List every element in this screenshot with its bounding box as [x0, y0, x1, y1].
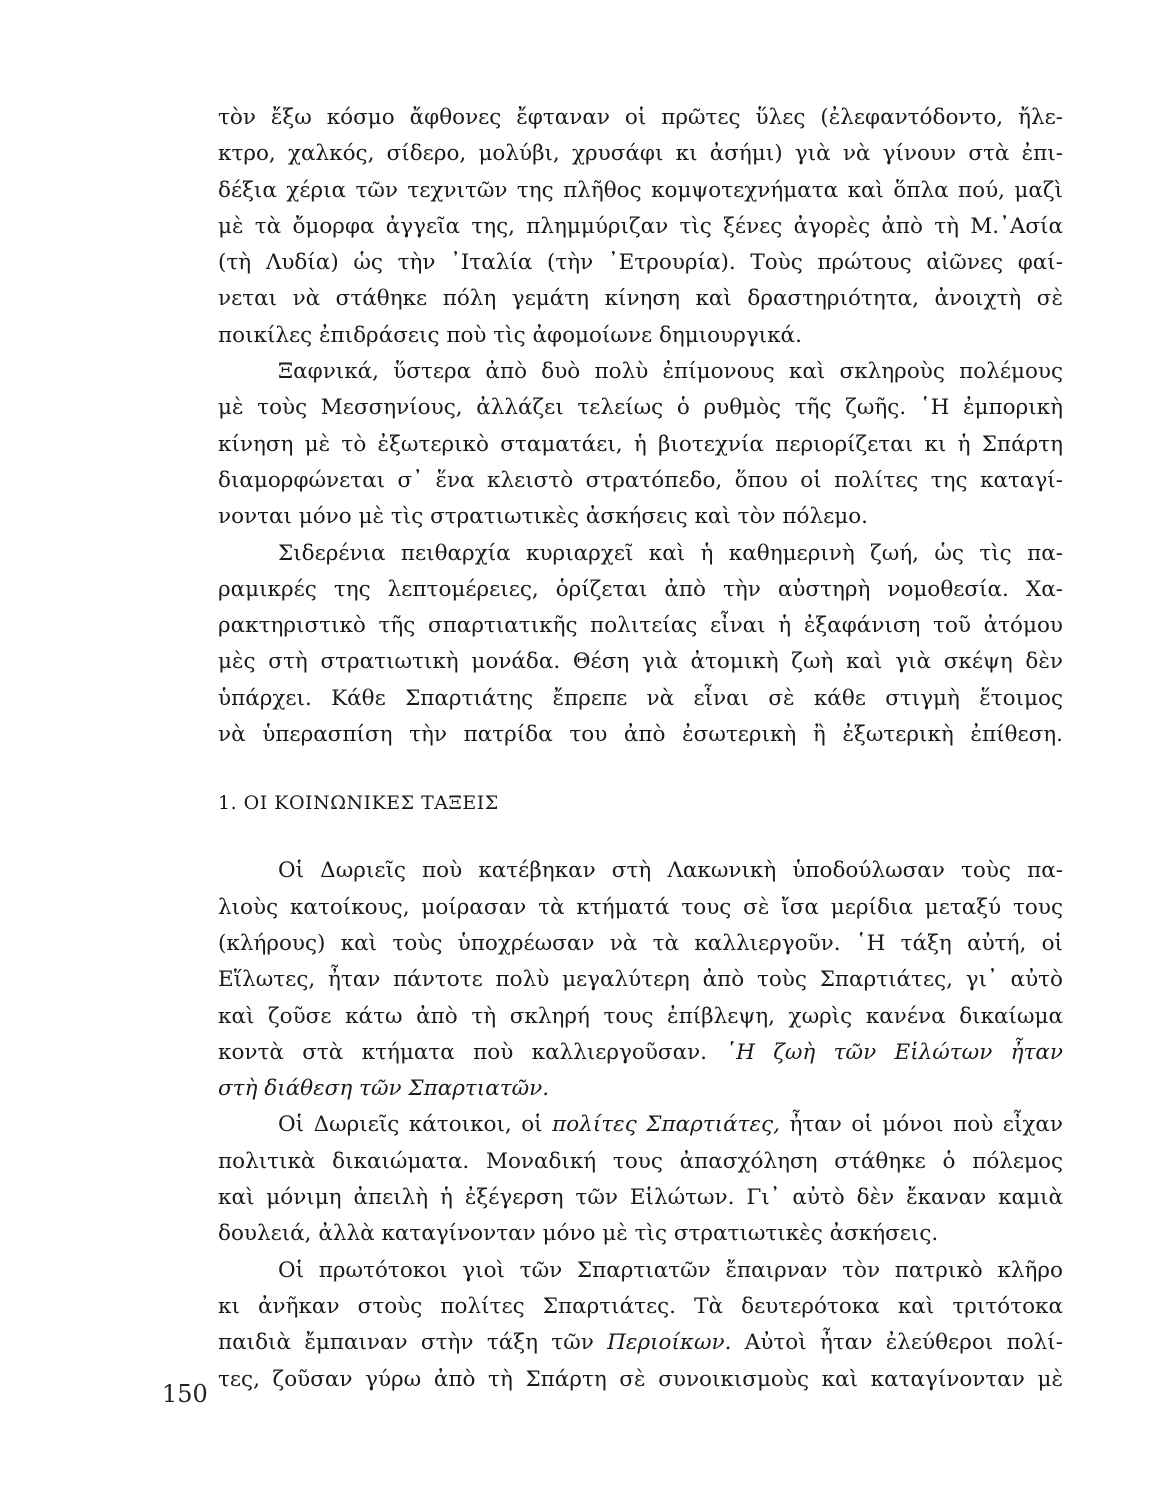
paragraph-1: [218, 100, 1063, 354]
italic-run: ῾Η ζωὴ τῶν Εἱλώτων ἦταν: [725, 1039, 1063, 1065]
text-line: καὶ μόνιμη ἀπειλὴ ἡ ἐξέγερση τῶν Εἱλώτων. Γι᾿ αὐτὸ δὲν ἔκαναν καμιὰ: [218, 1185, 1063, 1211]
text-line: κίνηση μὲ τὸ ἐξωτερικὸ σταματάει, ἡ βιοτεχνία περιορίζεται κι ἡ Σπάρτη: [218, 431, 1063, 457]
text-line: κι ἀνῆκαν στοὺς πολίτες Σπαρτιάτες. Τὰ δευτερότοκα καὶ τριτότοκα: [218, 1293, 1063, 1319]
paragraph-4: [218, 853, 1063, 1107]
text-line: [218, 1325, 1063, 1361]
text-line: [218, 1071, 1063, 1107]
paragraph-6: [218, 1253, 1063, 1398]
text-run: ἦταν οἱ μόνοι ποὺ εἶχαν: [789, 1112, 1063, 1138]
text-line: (κλήρους) καὶ τοὺς ὑποχρέωσαν νὰ τὰ καλλιεργοῦν. ῾Η τάξη αὐτή, οἱ: [218, 930, 1063, 956]
text-line: νονται μόνο μὲ τὶς στρατιωτικὲς ἀσκήσεις καὶ τὸν πόλεμο.: [218, 504, 869, 530]
text-line: ρακτηριστικὸ τῆς σπαρτιατικῆς πολιτείας εἶναι ἡ ἐξαφάνιση τοῦ ἀτόμου: [218, 613, 1063, 639]
text-line: νεται νὰ στάθηκε πόλη γεμάτη κίνηση καὶ δραστηριότητα, ἀνοιχτὴ σὲ: [218, 286, 1063, 312]
text-line: (τὴ Λυδία) ὡς τὴν ᾿Ιταλία (τὴν ᾿Ετρουρία). Τοὺς πρώτους αἰῶνες φαί-: [218, 250, 1063, 276]
text-line: ποικίλες ἐπιδράσεις ποὺ τὶς ἀφομοίωνε δημιουργικά.: [218, 322, 802, 348]
italic-run: στὴ διάθεση τῶν Σπαρτιατῶν.: [218, 1076, 550, 1102]
text-run: Οἱ Δωριεῖς κάτοικοι, οἱ: [278, 1112, 543, 1138]
text-run: Αὐτοὶ ἦταν ἐλεύθεροι πολί-: [744, 1330, 1063, 1356]
text-line: λιοὺς κατοίκους, μοίρασαν τὰ κτήματά τους σὲ ἴσα μερίδια μεταξύ τους: [218, 894, 1063, 920]
text-line: δέξια χέρια τῶν τεχνιτῶν της πλῆθος κομψοτεχνήματα καὶ ὅπλα πού, μαζὶ: [218, 177, 1063, 203]
paragraph-5: [218, 1107, 1063, 1252]
text-line: Εἵλωτες, ἦταν πάντοτε πολὺ μεγαλύτερη ἀπὸ τοὺς Σπαρτιάτες, γι᾿ αὐτὸ: [218, 967, 1063, 993]
paragraph-3: [218, 536, 1063, 754]
text-run: κοντὰ στὰ κτήματα ποὺ καλλιεργοῦσαν.: [218, 1039, 708, 1065]
text-line: μὲ τὰ ὄμορφα ἀγγεῖα της, πλημμύριζαν τὶς ξένες ἀγορὲς ἀπὸ τὴ Μ.᾿Ασία: [218, 213, 1063, 239]
italic-run: πολίτες Σπαρτιάτες,: [552, 1112, 780, 1138]
text-line: τὸν ἔξω κόσμο ἄφθονες ἔφταναν οἱ πρῶτες ὕλες (ἐλεφαντόδοντο, ἤλε-: [218, 105, 1063, 130]
text-line: Σιδερένια πειθαρχία κυριαρχεῖ καὶ ἡ καθημερινὴ ζωή, ὡς τὶς πα-: [278, 540, 1063, 566]
text-line: [218, 1035, 1063, 1071]
text-line: νὰ ὑπερασπίση τὴν πατρίδα του ἀπὸ ἐσωτερικὴ ἢ ἐξωτερικὴ ἐπίθεση.: [218, 722, 1063, 748]
text-line: ραμικρές της λεπτομέρειες, ὁρίζεται ἀπὸ τὴν αὐστηρὴ νομοθεσία. Χα-: [218, 576, 1063, 602]
text-line: μὲς στὴ στρατιωτικὴ μονάδα. Θέση γιὰ ἀτομικὴ ζωὴ καὶ γιὰ σκέψη δὲν: [218, 649, 1063, 675]
text-line: τες, ζοῦσαν γύρω ἀπὸ τὴ Σπάρτη σὲ συνοικισμοὺς καὶ καταγίνονταν μὲ: [218, 1366, 1063, 1392]
italic-run: Περιοίκων.: [607, 1330, 732, 1356]
text-line: καὶ ζοῦσε κάτω ἀπὸ τὴ σκληρή τους ἐπίβλεψη, χωρὶς κανένα δικαίωμα: [218, 1003, 1063, 1029]
text-line: Οἱ Δωριεῖς ποὺ κατέβηκαν στὴ Λακωνικὴ ὑποδούλωσαν τοὺς πα-: [278, 858, 1063, 884]
body-text: [218, 100, 1063, 1398]
text-line: πολιτικὰ δικαιώματα. Μοναδική τους ἀπασχόληση στάθηκε ὁ πόλεμος: [218, 1148, 1063, 1174]
text-line: [218, 1107, 1063, 1143]
page-number: 150: [162, 1380, 208, 1408]
section-heading: 1. ΟΙ ΚΟΙΝΩΝΙΚΕΣ ΤΑΞΕΙΣ: [218, 792, 499, 815]
text-line: Οἱ πρωτότοκοι γιοὶ τῶν Σπαρτιατῶν ἔπαιρναν τὸν πατρικὸ κλῆρο: [278, 1257, 1063, 1283]
text-line: κτρο, χαλκός, σίδερο, μολύβι, χρυσάφι κι ἀσήμι) γιὰ νὰ γίνουν στὰ ἐπι-: [218, 141, 1063, 167]
text-line: μὲ τοὺς Μεσσηνίους, ἀλλάζει τελείως ὁ ρυθμὸς τῆς ζωῆς. ῾Η ἐμπορικὴ: [218, 395, 1063, 421]
text-line: Ξαφνικά, ὕστερα ἀπὸ δυὸ πολὺ ἐπίμονους καὶ σκληροὺς πολέμους: [278, 359, 1063, 385]
text-line: δουλειά, ἀλλὰ καταγίνονταν μόνο μὲ τὶς στρατιωτικὲς ἀσκήσεις.: [218, 1221, 939, 1247]
text-line: ὑπάρχει. Κάθε Σπαρτιάτης ἔπρεπε νὰ εἶναι σὲ κάθε στιγμὴ ἕτοιμος: [218, 685, 1063, 711]
text-run: παιδιὰ ἔμπαιναν στὴν τάξη τῶν: [218, 1330, 594, 1356]
text-line: διαμορφώνεται σ᾿ ἕνα κλειστὸ στρατόπεδο, ὅπου οἱ πολίτες της καταγί-: [218, 467, 1063, 493]
paragraph-2: [218, 354, 1063, 535]
